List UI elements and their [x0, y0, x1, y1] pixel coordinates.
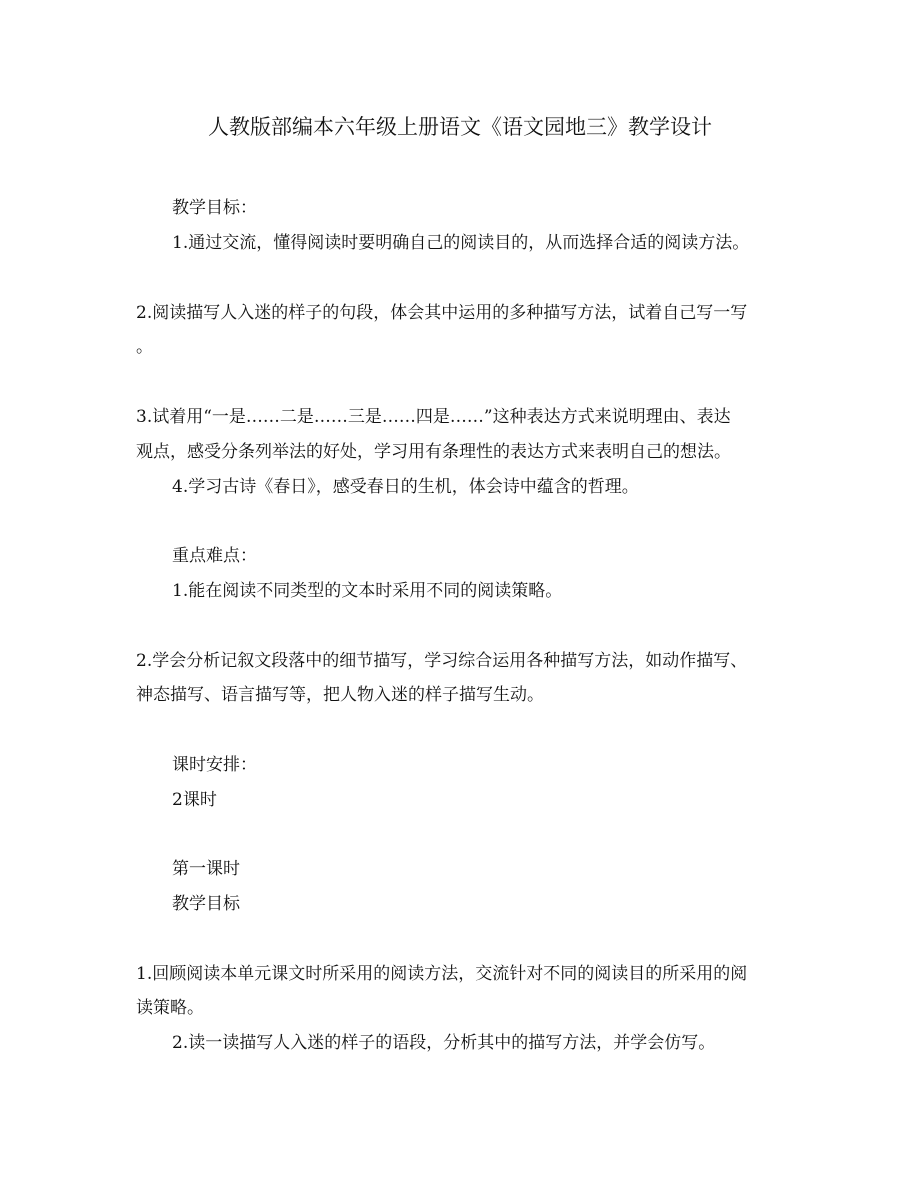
document-title: 人教版部编本六年级上册语文《语文园地三》教学设计 — [208, 115, 712, 139]
key-point-2-line-1: 2.学会分析记叙文段落中的细节描写，学习综合运用各种描写方法，如动作描写、 — [136, 651, 748, 671]
schedule-value: 2课时 — [172, 790, 217, 810]
objective-3-line-1: 3.试着用“一是……二是……三是……四是……”这种表达方式来说明理由、表达 — [136, 407, 731, 427]
key-point-2-line-2: 神态描写、语言描写等，把人物入迷的样子描写生动。 — [136, 685, 544, 705]
objective-2-line-2: 。 — [136, 337, 153, 357]
objective-2-line-1: 2.阅读描写人入迷的样子的句段，体会其中运用的多种描写方法，试着自己写一写 — [136, 303, 748, 323]
key-point-1: 1.能在阅读不同类型的文本时采用不同的阅读策略。 — [172, 581, 563, 601]
section-heading-schedule: 课时安排： — [172, 755, 257, 775]
lesson-heading: 第一课时 — [172, 859, 240, 879]
section-heading-objectives: 教学目标： — [172, 198, 257, 218]
objective-1: 1.通过交流，懂得阅读时要明确自己的阅读目的，从而选择合适的阅读方法。 — [172, 233, 750, 253]
section-heading-key-points: 重点难点： — [172, 546, 257, 566]
lesson-objective-1-line-2: 读策略。 — [136, 998, 204, 1018]
lesson-objectives-heading: 教学目标 — [172, 894, 240, 914]
objective-3-line-2: 观点，感受分条列举法的好处，学习用有条理性的表达方式来表明自己的想法。 — [136, 442, 731, 462]
objective-4: 4.学习古诗《春日》，感受春日的生机，体会诗中蕴含的哲理。 — [172, 477, 639, 497]
lesson-objective-1-line-1: 1.回顾阅读本单元课文时所采用的阅读方法，交流针对不同的阅读目的所采用的阅 — [136, 964, 748, 984]
lesson-objective-2: 2.读一读描写人入迷的样子的语段，分析其中的描写方法，并学会仿写。 — [172, 1033, 716, 1053]
